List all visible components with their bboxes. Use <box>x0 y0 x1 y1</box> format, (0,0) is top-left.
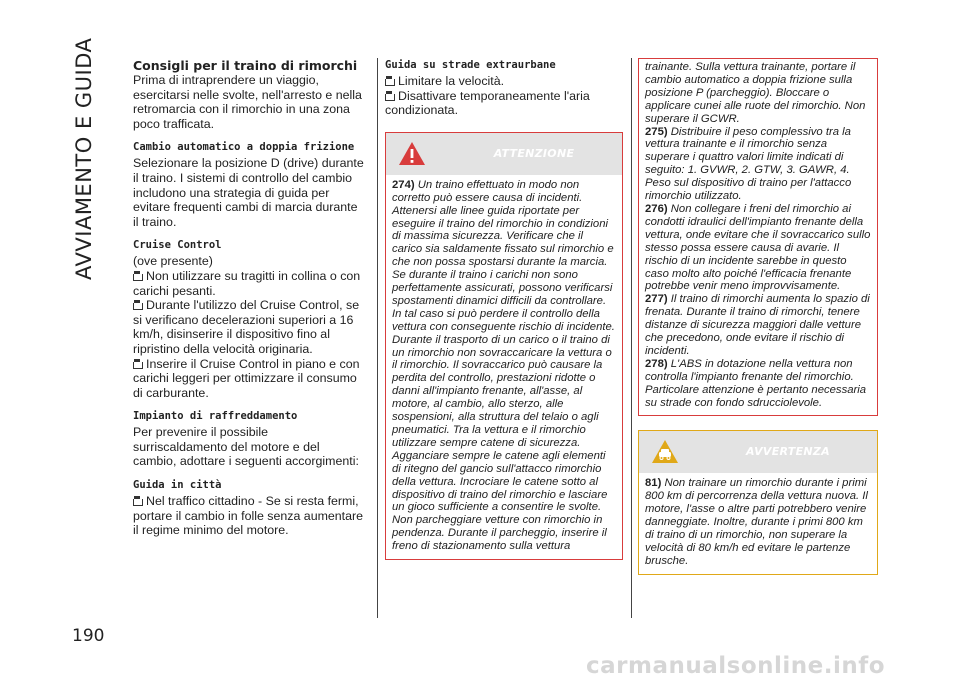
list-item: Nel traffico cittadino - Se si resta fermi, portare il cambio in folle senza aumentare il regime minimo del motore. <box>133 494 364 538</box>
note-text: Non trainare un rimorchio durante i primi 800 km di percorrenza della vettura nuova. Il motore, l'asse o altre parti potrebbero venire danneggiate. Inoltre, durante i primi 800 km di traino di un rimorchio, non superare la velocità di 80 km/h ed evitare le partenze brusche. <box>645 477 868 567</box>
attention-header <box>386 133 622 175</box>
bullet-arrow-icon <box>133 300 142 309</box>
notice-header <box>639 431 877 473</box>
section-heading: Consigli per il traino di rimorchi <box>133 58 358 73</box>
bullet-arrow-icon <box>385 76 394 85</box>
list-item: Limitare la velocità. <box>385 74 623 89</box>
bullet-arrow-icon <box>133 496 142 505</box>
notice-label: AVVERTENZA <box>746 445 830 459</box>
attention-box <box>385 132 623 560</box>
column-3 <box>638 58 878 575</box>
chapter-title-text: AVVIAMENTO E GUIDA <box>72 37 96 280</box>
attention-box-continued <box>638 58 878 416</box>
note-text: Un traino effettuato in modo non corretto può essere causa di incidenti. Attenersi alle linee guida riportate per eseguire il traino del rimorchio in condizioni di massima sicurezza. Verificare che il carico sia saldamente fissato sul rimorchio e che non possa spostarsi durante la marcia. Se durante il traino i carichi non sono perfettamente assicurati, possono verificarsi spostamenti dinamici difficili da controllare. In tal caso si può perdere il controllo della vettura con conseguente rischio di incidente. Durante il trasporto di un carico o il traino di un rimorchio non sovraccaricare la vettura o il rimorchio. Il sovraccarico può causare la perdita del controllo, prestazioni ridotte o danni all'impianto frenante, all'asse, al motore, al cambio, allo sterzo, alle sospensioni, alla struttura del telaio o agli pneumatici. Tra la vettura e il rimorchio utilizzare sempre catene di sicurezza. Agganciare sempre le catene agli elementi di ritegno del gancio sull'attacco rimorchio della vettura. Incrociare le catene sotto al dispositivo di traino del rimorchio e lasciare un gioco sufficiente a consentire le svolte. Non parcheggiare vetture con rimorchio in pendenza. Durante il parcheggio, inserire il freno di stazionamento sulla vettura <box>392 178 615 553</box>
watermark-footer: carmanualsonline.info <box>586 653 886 679</box>
cooling-text: Per prevenire il possibile surriscaldamento del motore e del cambio, adottare i seguenti accorgimenti: <box>133 425 359 469</box>
danger-triangle-icon <box>398 141 426 166</box>
city-driving-heading: Guida in città <box>133 479 222 492</box>
bullet-arrow-icon <box>133 271 142 280</box>
cruise-availability: (ove presente) <box>133 254 213 269</box>
column-divider-1 <box>377 58 378 618</box>
page-number: 190 <box>72 626 105 646</box>
list-item: Inserire il Cruise Control in piano e con carichi leggeri per ottimizzare il consumo di carburante. <box>133 356 360 400</box>
note-278: 278) L'ABS in dotazione nella vettura non controlla l'impianto frenante del rimorchio. Particolare attenzione è pertanto necessaria su strade con fondo sdrucciolevole. <box>645 357 867 409</box>
column-divider-2 <box>631 58 632 618</box>
note-274 <box>386 175 622 559</box>
intro-paragraph: Prima di intraprendere un viaggio, esercitarsi nelle svolte, nell'arresto e nella retromarcia con il rimorchio in una zona poco trafficata. <box>133 73 362 131</box>
cruise-control-heading: Cruise Control <box>133 239 222 252</box>
list-item: Disattivare temporaneamente l'aria condizionata. <box>385 88 590 118</box>
note-number: 274) <box>392 178 415 191</box>
note-275: 275) Distribuire il peso complessivo tra la vettura trainante e il rimorchio senza superare i quattro valori limite indicati di seguito: 1. GVWR, 2. GTW, 3. GAWR, 4. Peso sul dispositivo di traino per l'attacco rimorchio utilizzato. <box>645 125 852 203</box>
continued-text: trainante. Sulla vettura trainante, portare il cambio automatico a doppia frizione sulla posizione P (parcheggio). Bloccare o applicare cunei alle ruote del rimorchio. Non superare il GCWR. <box>645 61 866 125</box>
auto-gearbox-text: Selezionare la posizione D (drive) durante il traino. I sistemi di controllo del cambio includono una strategia di guida per evitare frequenti cambi di marcia durante il traino. <box>133 156 364 229</box>
list-item: Durante l'utilizzo del Cruise Control, se si verificano decelerazioni superiori a 16 km/h, disinserire il dispositivo fino al ripristino della velocità originaria. <box>133 298 360 356</box>
bullet-arrow-icon <box>133 359 142 368</box>
note-277: 277) Il traino di rimorchi aumenta lo spazio di frenata. Durante il traino di rimorchi, tenere distanze di sicurezza maggiori dalle vetture che precedono, onde evitare il rischio di incidenti. <box>645 293 870 357</box>
note-276: 276) Non collegare i freni del rimorchio ai condotti idraulici dell'impianto frenante della vettura, onde evitare che il sovraccarico sullo stesso possa essere causa di avarie. Il rischio di un incidente sarebbe in questo caso molto alto poiché l'efficacia frenante potrebbe venir meno improvvisamente. <box>645 202 871 293</box>
column-2 <box>385 58 623 560</box>
extraurban-heading: Guida su strade extraurbane <box>385 59 556 71</box>
column-1 <box>133 58 365 538</box>
bullet-arrow-icon <box>385 91 394 100</box>
car-skid-warning-icon <box>651 439 679 464</box>
cooling-heading: Impianto di raffreddamento <box>133 410 298 423</box>
auto-gearbox-heading: Cambio automatico a doppia frizione <box>133 141 355 154</box>
notice-box <box>638 430 878 574</box>
note-81 <box>639 473 877 573</box>
list-item: Non utilizzare su tragitti in collina o con carichi pesanti. <box>133 268 361 298</box>
attention-label: ATTENZIONE <box>493 146 575 160</box>
note-number: 81) <box>645 477 662 490</box>
